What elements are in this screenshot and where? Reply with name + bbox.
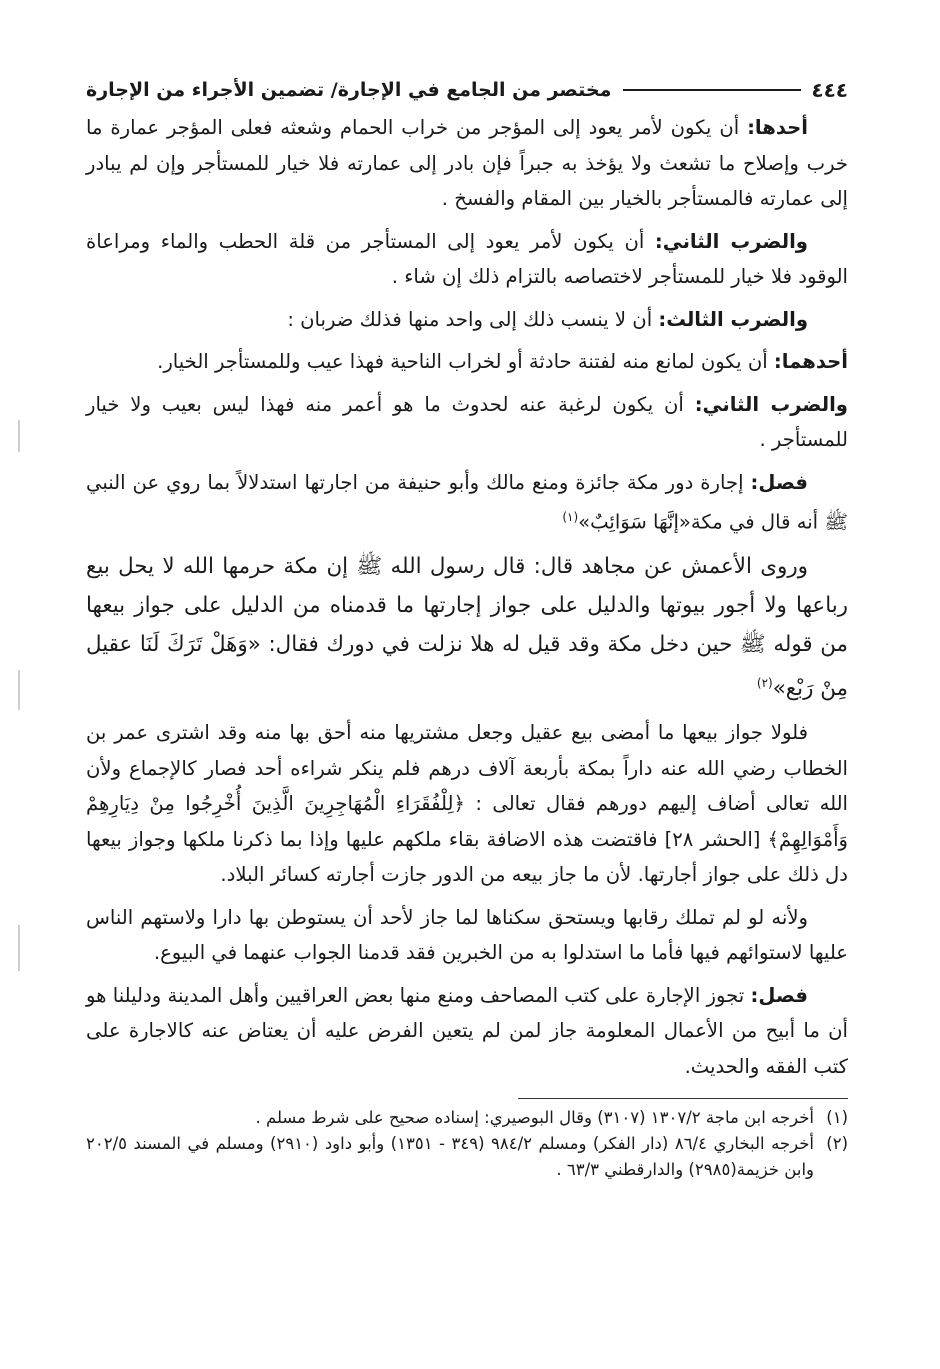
paragraph-lead: والضرب الثاني:: [694, 392, 848, 416]
paragraph-text: أن يكون لمانع منه لفتنة حادثة أو لخراب الناحية فهذا عيب وللمستأجر الخيار.: [157, 350, 774, 373]
paragraph-lead: أحدهما:: [773, 350, 848, 373]
paragraph-text: أن يكون لأمر يعود إلى المؤجر من خراب الحمام وشعثه فعلى المؤجر عمارة ما خرب وإصلاح ما تشعث ولا يؤخذ به جبراً فإن بادر إلى عمارته فلا خيار للمستأجر وإن لم يبادر إلى عمارته فالمستأجر بالخيار بين المقام والفسخ .: [86, 116, 848, 210]
paragraph-7: [86, 547, 848, 708]
footnote-text: أخرجه البخاري ٨٦/٤ (دار الفكر) ومسلم ٩٨٤/٢ (٣٤٩ - ١٣٥١) وأبو داود (٢٩١٠) ومسلم في المسند ٢٠٢/٥ وابن خزيمة(٢٩٨٥) والدارقطني ٦٣/٣ .: [86, 1134, 815, 1180]
footnote-ref-2: (٢): [756, 676, 773, 691]
header-title: مختصر من الجامع في الإجارة/ تضمين الأجراء من الإجارة: [86, 79, 612, 101]
header-rule: [623, 89, 801, 91]
page-number: ٤٤٤: [811, 78, 848, 102]
paragraph-4: [86, 344, 848, 380]
paragraph-text: ولأنه لو لم تملك رقابها ويستحق سكناها لما جاز لأحد أن يستوطن بها دارا ولاستهم الناس عليها لاستوائهم فيها فأما ما استدلوا به من الخبرين فقد قدمنا الجواب عنهما في البيوع.: [86, 905, 848, 965]
paragraph-6: [86, 465, 848, 541]
paragraph-10: [86, 978, 848, 1085]
paragraph-9: [86, 900, 848, 971]
footnote-1: [86, 1105, 848, 1131]
binding-marks: [18, 420, 20, 1020]
paragraph-lead: أحدها:: [747, 116, 808, 139]
document-page: [86, 70, 848, 1330]
paragraph-8: [86, 715, 848, 893]
paragraph-lead: والضرب الثالث:: [658, 307, 808, 331]
paragraph-lead: والضرب الثاني:: [654, 229, 808, 253]
paragraph-1: [86, 110, 848, 217]
footnote-number: (٢): [826, 1134, 848, 1154]
paragraph-3: [86, 302, 848, 338]
paragraph-5: [86, 387, 848, 458]
footnote-2: [86, 1131, 848, 1183]
running-header: [86, 70, 848, 110]
footnote-text: أخرجه ابن ماجة ١٣٠٧/٢ (٣١٠٧) وقال البوصيري: إسناده صحيح على شرط مسلم .: [255, 1108, 814, 1128]
footnote-ref-1: (١): [562, 510, 579, 524]
paragraph-text: أن يكون لرغبة عنه لحدوث ما هو أعمر منه فهذا ليس بعيب ولا خيار للمستأجر .: [86, 392, 848, 451]
paragraph-text: إجارة دور مكة جائزة ومنع مالك وأبو حنيفة من اجارتها استدلالاً بما روي عن النبي ﷺ أنه قال في مكة«إنَّهَا سَوَائِبٌ»: [86, 470, 848, 534]
scan-mark: [18, 670, 20, 710]
footnote-number: (١): [826, 1108, 848, 1128]
paragraph-text: وروى الأعمش عن مجاهد قال: قال رسول الله ﷺ إن مكة حرمها الله لا يحل بيع رباعها ولا أجور بيوتها والدليل على جواز إجارتها ما قدمناه من الدليل على جواز بيعها من قوله ﷺ حين دخل مكة وقد قيل له هلا نزلت في دورك فقال: «وَهَلْ تَرَكَ لَنَا عقيل مِنْ رَبْع»: [86, 554, 848, 702]
paragraph-text: فلولا جواز بيعها ما أمضى بيع عقيل وجعل مشتريها منه أحق بها منه وقد اشترى عمر بن الخطاب رضي الله عنه داراً بمكة بأربعة آلاف درهم فلم ينكر شراءه أحد فصار كالإجماع ولأن الله تعالى أضاف إليهم دورهم فقال تعالى : ﴿لِلْفُقَرَاءِ الْمُهَاجِرِينَ الَّذِينَ أُخْرِجُوا مِنْ دِيَارِهِمْ وَأَمْوَالِهِمْ﴾ [الحشر ٢٨] فاقتضت هذه الاضافة بقاء ملكهم عليها وإذا بما ذكرنا ملكها وجواز بيعها دل ذلك على جواز أجارتها. لأن ما جاز بيعه من الدور جازت أجارته كسائر البلاد.: [86, 721, 848, 887]
paragraph-2: [86, 224, 848, 295]
paragraph-text: أن لا ينسب ذلك إلى واحد منها فذلك ضربان :: [287, 307, 659, 331]
paragraph-text: تجوز الإجارة على كتب المصاحف ومنع منها بعض العراقيين وأهل المدينة ودليلنا هو أن ما أبيح من الأعمال المعلومة جاز لمن لم يتعين الفرض عليه أن يعتاض عنه كالاجارة على كتب الفقه والحديث.: [86, 983, 848, 1078]
paragraph-lead: فصل:: [750, 470, 808, 494]
paragraph-text: أن يكون لأمر يعود إلى المستأجر من قلة الحطب والماء ومراعاة الوقود فلا خيار للمستأجر لاختصاصه بالتزام ذلك إن شاء .: [86, 229, 848, 288]
footnote-separator: [518, 1098, 848, 1099]
scan-mark: [18, 420, 20, 452]
scan-mark: [18, 925, 20, 971]
paragraph-lead: فصل:: [750, 983, 808, 1007]
